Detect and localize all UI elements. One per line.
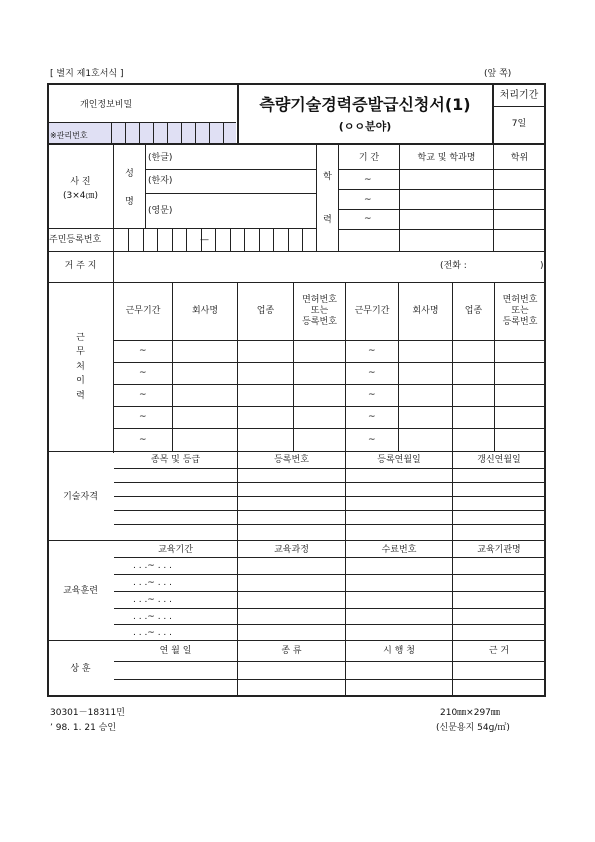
name-label-2: 명 [125,197,134,207]
work-row-5-mark-b: ~ [368,435,376,445]
footer-code: 30301－18311민 [50,708,125,718]
work-industry-header-2: 업종 [464,305,483,316]
training-label: 교육훈련 [63,586,98,596]
education-degree-header: 학위 [510,153,529,163]
training-row-3-mark: . . .~ . . . [133,595,173,605]
work-row-2-mark-a: ~ [139,368,147,378]
awards-label: 상 훈 [70,664,91,674]
footer-paper-size: 210㎜×297㎜ [440,708,500,718]
work-row-3-mark-a: ~ [139,390,147,400]
training-institution-header: 교육기관명 [477,545,521,555]
address-label: 거 주 지 [64,261,97,271]
form-subtitle: (ㅇㅇ분야) [338,120,392,133]
training-period-header: 교육기간 [158,545,193,555]
resident-number-cells[interactable] [114,229,316,251]
form-number: [ 별지 제1호서식 ] [50,69,124,79]
phone-label: (전화 : [440,261,467,271]
work-row-1-mark-a: ~ [139,346,147,356]
management-number-label: ※관리번호 [50,131,88,140]
name-korean-field[interactable] [185,145,315,168]
phone-close: ) [540,261,544,271]
awards-basis-header: 근 거 [488,646,510,656]
training-cert-header: 수료번호 [381,545,417,555]
resident-number-label: 주민등록번호 [49,235,102,245]
phone-field[interactable] [478,255,536,278]
photo-label: 사 진 [70,177,91,187]
awards-agency-header: 시 행 청 [383,646,415,656]
name-label-1: 성 [125,169,134,179]
name-english-label: (영문) [148,206,173,216]
qualification-label: 기술자격 [63,492,98,502]
processing-period-label: 처리기간 [499,90,539,101]
awards-date-header: 연 월 일 [159,646,192,656]
education-period-header: 기 간 [358,153,380,163]
education-row-3-mark: ~ [364,214,372,224]
qualification-item-header: 종목 및 등급 [150,455,201,465]
address-field[interactable] [115,253,435,280]
training-row-4-mark: . . .~ . . . [133,612,173,622]
photo-size-label: (3×4㎝) [62,191,99,201]
training-course-header: 교육과정 [274,545,309,555]
work-period-header-2: 근무기간 [354,305,390,316]
page-side-label: (앞 쪽) [484,69,512,79]
work-industry-header-1: 업종 [256,305,275,316]
education-label-1: 학 [323,172,332,182]
qualification-renewal-header: 갱신연월일 [477,455,521,465]
work-row-4-mark-b: ~ [368,412,376,422]
resident-number-dash: — [200,235,209,245]
work-license-header-1: 면허번호 또는 등록번호 [302,294,337,328]
training-row-5-mark: . . .~ . . . [133,628,173,638]
work-company-header-1: 회사명 [191,305,219,316]
name-hanja-label: (한자) [148,176,173,186]
education-row-1-mark: ~ [364,175,372,185]
qualification-regno-header: 등록번호 [274,455,309,465]
name-english-field[interactable] [185,194,315,227]
name-hanja-field[interactable] [185,170,315,192]
work-row-2-mark-b: ~ [368,368,376,378]
education-label-2: 력 [323,215,332,225]
training-row-2-mark: . . .~ . . . [133,578,173,588]
work-history-label: 근 무 처 이 력 [76,333,85,401]
qualification-regdate-header: 등록연월일 [377,455,421,465]
processing-period-value: 7일 [511,119,527,129]
privacy-label: 개인정보비밀 [80,100,133,110]
name-korean-label: (한글) [148,153,173,163]
training-row-1-mark: . . .~ . . . [133,561,173,571]
work-row-5-mark-a: ~ [139,435,147,445]
work-period-header-1: 근무기간 [125,305,161,316]
work-row-3-mark-b: ~ [368,390,376,400]
work-row-4-mark-a: ~ [139,412,147,422]
education-row-2-mark: ~ [364,195,372,205]
work-license-header-2: 면허번호 또는 등록번호 [502,294,538,328]
form-title: 측량기술경력증발급신청서(1) [259,95,471,114]
footer-paper-type: (신문용지 54g/㎡) [436,723,510,733]
work-company-header-2: 회사명 [412,305,439,316]
awards-type-header: 종 류 [281,646,302,656]
education-school-header: 학교 및 학과명 [417,153,476,163]
footer-approval: ’ 98. 1. 21 승인 [50,723,117,733]
work-row-1-mark-b: ~ [368,346,376,356]
mgmt-number-cells [111,122,236,143]
